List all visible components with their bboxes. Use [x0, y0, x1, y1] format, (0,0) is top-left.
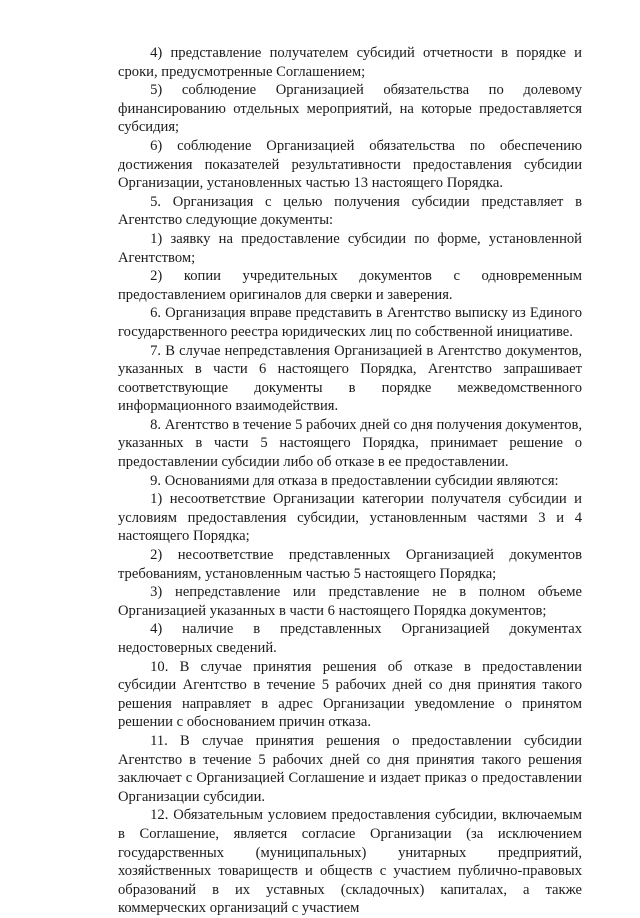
paragraph-part-7: 7. В случае непредставления Организацией в Агентство документов, указанных в части 6 настоящего Порядка, Агентство запрашивает соответствующие документы в порядке межведомственного информационного взаимодействия.: [118, 342, 582, 415]
paragraph-part-6: 6. Организация вправе представить в Агентство выписку из Единого государственного реестра юридических лиц по собственной инициативе.: [118, 305, 582, 340]
paragraph-part-11: 11. В случае принятия решения о предоставлении субсидии Агентство в течение 5 рабочих дней со дня принятия такого решения заключает с Организацией Соглашение и издает приказ о предоставлении Организации субсидии.: [118, 732, 582, 805]
paragraph-part-9-item-4: 4) наличие в представленных Организацией документах недостоверных сведений.: [118, 621, 582, 656]
paragraph-item-5: 5) соблюдение Организацией обязательства по долевому финансированию отдельных мероприятий, на которые предоставляется субсидия;: [118, 82, 582, 136]
paragraph-item-4: 4) представление получателем субсидий отчетности в порядке и сроки, предусмотренные Соглашением;: [118, 45, 582, 80]
paragraph-part-9-item-3: 3) непредставление или представление не в полном объеме Организацией указанных в части 6 настоящего Порядка документов;: [118, 584, 582, 619]
paragraph-part-12: 12. Обязательным условием предоставления субсидии, включаемым в Соглашение, является согласие Организации (за исключением государственных (муниципальных) унитарных предприятий, хозяйственных товариществ и обществ с участием публично-правовых образований в их уставных (складочных) капиталах, а также коммерческих организаций с участием: [118, 807, 582, 917]
paragraph-part-9: 9. Основаниями для отказа в предоставлении субсидии являются:: [150, 472, 559, 489]
paragraph-part-5-item-1: 1) заявку на предоставление субсидии по форме, установленной Агентством;: [118, 230, 582, 266]
paragraph-part-5-item-2: 2) копии учредительных документов с одновременным предоставлением оригиналов для сверки и заверения.: [118, 268, 582, 303]
paragraph-part-9-item-2: 2) несоответствие представленных Организацией документов требованиям, установленным частью 5 настоящего Порядка;: [118, 547, 582, 582]
paragraph-part-9-item-1: 1) несоответствие Организации категории получателя субсидии и условиям предоставления субсидии, установленным частями 3 и 4 настоящего Порядка;: [118, 491, 582, 545]
paragraph-item-6: 6) соблюдение Организацией обязательства по обеспечению достижения показателей результативности предоставления субсидии Организации, установленных частью 13 настоящего Порядка.: [118, 137, 582, 192]
paragraph-part-10: 10. В случае принятия решения об отказе в предоставлении субсидии Агентство в течение 5 рабочих дней со дня принятия такого решения направляет в адрес Организации уведомление о принятом решении с обоснованием причин отказа.: [118, 658, 582, 731]
paragraph-part-5: 5. Организация с целью получения субсидии представляет в Агентство следующие документы:: [118, 193, 582, 229]
paragraph-part-8: 8. Агентство в течение 5 рабочих дней со дня получения документов, указанных в части 5 настоящего Порядка, принимает решение о предоставлении субсидии либо об отказе в ее предоставлении.: [118, 416, 582, 471]
